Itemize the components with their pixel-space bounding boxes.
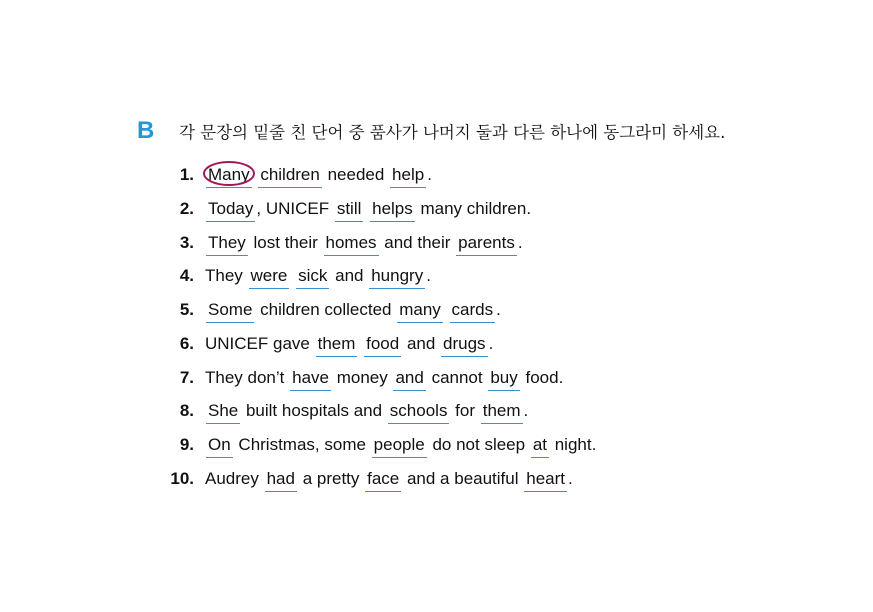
sentence-text: . [496, 300, 501, 319]
item-number: 6. [179, 333, 194, 353]
underlined-word[interactable]: have [290, 366, 331, 391]
exercise-item [160, 261, 596, 295]
underlined-word[interactable]: face [365, 467, 401, 492]
exercise-item [160, 464, 596, 498]
underlined-word[interactable]: sick [296, 264, 329, 289]
underlined-word[interactable]: homes [324, 231, 379, 256]
item-number: 10. [170, 468, 194, 488]
sentence-text: children collected [255, 300, 397, 319]
underlined-word[interactable]: schools [388, 399, 450, 424]
sentence-text: do not sleep [427, 435, 530, 454]
sentence-text: night. [550, 435, 597, 454]
underlined-word[interactable]: still [335, 197, 364, 222]
underlined-word[interactable]: drugs [441, 332, 488, 357]
underlined-word[interactable]: many [397, 298, 443, 323]
sentence-text: They [205, 266, 248, 286]
exercise-item [160, 295, 596, 329]
sentence-text: , UNICEF [256, 198, 334, 218]
underlined-word[interactable]: and [393, 366, 425, 391]
exercise-item [160, 194, 596, 228]
item-number: 9. [179, 435, 194, 454]
underlined-word[interactable]: them [316, 332, 358, 357]
underlined-word[interactable]: cards [450, 298, 496, 323]
sentence-text: . [488, 333, 494, 353]
item-number: 3. [179, 232, 194, 252]
sentence-text: lost their [248, 232, 323, 252]
underlined-word[interactable]: at [531, 433, 549, 458]
sentence-text: . [567, 468, 573, 488]
item-sentence [205, 261, 431, 291]
sentence-text [253, 160, 258, 190]
exercise-item [160, 363, 596, 397]
sentence-text: built hospitals and [241, 401, 387, 421]
sentence-text: . [523, 401, 529, 421]
sentence-text: . [517, 232, 523, 252]
sentence-text [364, 194, 369, 224]
exercise-item [160, 329, 596, 363]
item-sentence [205, 228, 523, 258]
item-number: 2. [179, 198, 194, 218]
item-sentence [205, 464, 573, 494]
sentence-text: . [427, 165, 432, 184]
instruction-text: 각 문장의 밑줄 친 단어 중 품사가 나머지 둘과 다른 하나에 동그라미 하세요. [179, 123, 726, 142]
underlined-word[interactable]: children [258, 163, 322, 188]
underlined-word[interactable]: food [364, 332, 401, 357]
sentence-text [358, 329, 363, 359]
sentence-text: many children. [415, 198, 532, 218]
exercise-list [160, 160, 596, 498]
underlined-word[interactable]: buy [488, 366, 519, 391]
underlined-word[interactable]: people [372, 433, 427, 458]
underlined-word[interactable]: helps [370, 197, 415, 222]
sentence-text: UNICEF gave [205, 333, 315, 353]
sentence-text: and [330, 266, 369, 286]
sentence-text: food. [520, 367, 564, 387]
sentence-text: . [426, 266, 431, 286]
item-number: 5. [179, 300, 194, 319]
exercise-item [160, 396, 596, 430]
underlined-word[interactable]: Today [206, 197, 255, 222]
sentence-text: cannot [426, 367, 488, 387]
exercise-item [160, 160, 596, 194]
sentence-text: and [402, 333, 441, 353]
item-number: 4. [179, 266, 194, 286]
item-sentence [205, 363, 563, 393]
sentence-text [290, 261, 295, 291]
item-number: 7. [179, 367, 194, 387]
item-sentence [205, 329, 493, 359]
sentence-text: a pretty [297, 468, 365, 488]
circled-underlined-word[interactable]: Many [206, 163, 252, 188]
sentence-text [444, 295, 449, 325]
item-sentence [205, 160, 432, 190]
item-number: 1. [179, 165, 194, 184]
underlined-word[interactable]: parents [456, 231, 517, 256]
underlined-word[interactable]: help [390, 163, 426, 188]
item-sentence [205, 396, 528, 426]
underlined-word[interactable]: They [206, 231, 248, 256]
underlined-word[interactable]: had [265, 467, 297, 492]
underlined-word[interactable]: On [206, 433, 233, 458]
underlined-word[interactable]: hungry [369, 264, 425, 289]
sentence-text: needed [322, 165, 390, 184]
sentence-text: and their [379, 232, 456, 252]
underlined-word[interactable]: heart [524, 467, 567, 492]
item-sentence [205, 430, 596, 460]
sentence-text: for [450, 401, 480, 421]
item-number: 8. [179, 401, 194, 421]
underlined-word[interactable]: Some [206, 298, 254, 323]
item-sentence [205, 295, 501, 325]
sentence-text: Audrey [205, 468, 264, 488]
exercise-item [160, 228, 596, 262]
sentence-text: Christmas, some [233, 435, 371, 454]
item-sentence [205, 194, 531, 224]
underlined-word[interactable]: were [249, 264, 290, 289]
underlined-word[interactable]: them [481, 399, 523, 424]
sentence-text: They don’t [205, 367, 290, 387]
exercise-item [160, 430, 596, 464]
sentence-text: money [331, 367, 393, 387]
section-letter: B [137, 117, 155, 144]
underlined-word[interactable]: She [206, 399, 240, 424]
sentence-text: and a beautiful [402, 468, 524, 488]
